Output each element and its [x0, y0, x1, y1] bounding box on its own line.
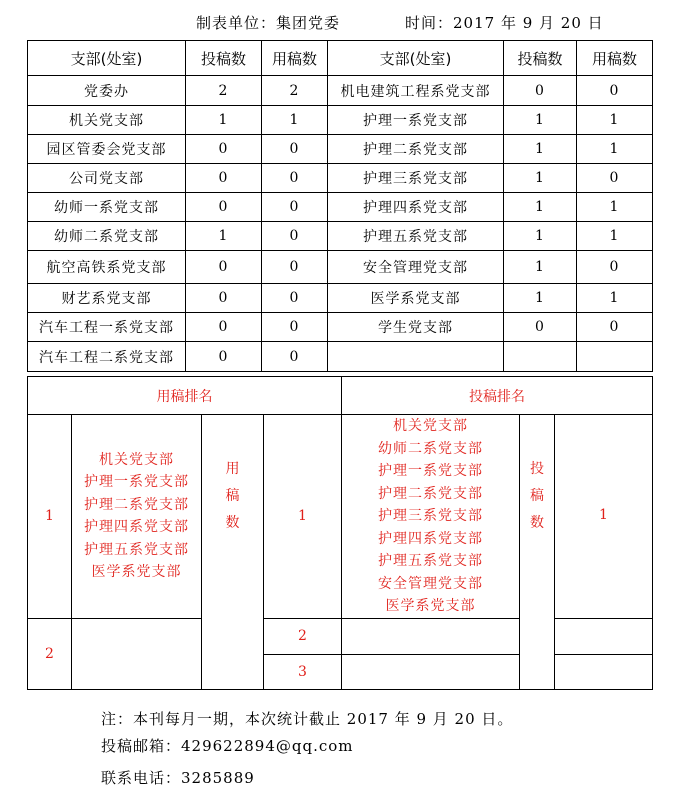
table-row: [28, 76, 653, 106]
submitted-ranking-title: 投稿排名: [342, 377, 653, 415]
list-item: 护理三系党支部: [378, 508, 483, 524]
table-header-row: [28, 41, 653, 76]
submitted-cell: 1: [504, 193, 577, 222]
report-time: 时间：2017 年 9 月 20 日: [405, 14, 604, 32]
col-used-header: 用稿数: [577, 41, 653, 76]
used-cell: [577, 342, 653, 372]
submitted-cell: [504, 342, 577, 372]
contact-phone: 联系电话：3285889: [101, 769, 255, 787]
col-submitted-header: 投稿数: [186, 41, 262, 76]
used-cell: 0: [577, 251, 653, 284]
submitted-cell: 0: [186, 135, 262, 164]
used-cell: 0: [577, 76, 653, 106]
dept-cell: 党委办: [28, 76, 186, 106]
used-cell: 0: [262, 135, 328, 164]
table-row: [28, 342, 653, 372]
ranking-table: [27, 376, 653, 690]
used-cell: 0: [577, 313, 653, 342]
used-cell: 0: [577, 164, 653, 193]
used-rank-1: 1: [28, 415, 72, 619]
table-row: [28, 135, 653, 164]
list-item: 医学系党支部: [91, 564, 182, 581]
submitted-rank-2-count: [555, 618, 653, 654]
list-item: 护理五系党支部: [378, 553, 483, 569]
submitted-rank-3-count: [555, 654, 653, 689]
dept-cell: 汽车工程一系党支部: [28, 313, 186, 342]
report-unit: 制表单位：集团党委: [196, 14, 341, 32]
submitted-cell: 1: [504, 284, 577, 313]
submitted-cell: 0: [186, 313, 262, 342]
submitted-cell: 0: [186, 284, 262, 313]
used-cell: 0: [262, 284, 328, 313]
submitted-rank-3-names: [342, 654, 520, 689]
submitted-cell: 0: [186, 251, 262, 284]
table-row: [28, 284, 653, 313]
dept-cell: 幼师二系党支部: [28, 222, 186, 251]
submitted-cell: 1: [504, 106, 577, 135]
dept-cell: 汽车工程二系党支部: [28, 342, 186, 372]
dept-cell: 公司党支部: [28, 164, 186, 193]
used-rank-1-names: [72, 415, 202, 619]
col-submitted-header: 投稿数: [504, 41, 577, 76]
submitted-rank-2-names: [342, 618, 520, 654]
table-row: [28, 164, 653, 193]
used-count-vertical-label: 用 稿 数: [202, 415, 264, 690]
dept-cell: [328, 342, 504, 372]
submitted-rank-2: 2: [264, 618, 342, 654]
list-item: 护理二系党支部: [378, 485, 483, 502]
dept-cell: 财艺系党支部: [28, 284, 186, 313]
note-line: 注：本刊每月一期，本次统计截止 2017 年 9 月 20 日。: [101, 710, 514, 728]
list-item: 护理一系党支部: [84, 474, 189, 491]
used-cell: 1: [577, 284, 653, 313]
list-item: 护理四系党支部: [378, 530, 483, 547]
used-cell: 0: [262, 313, 328, 342]
submitted-cell: 1: [504, 222, 577, 251]
dept-cell: 护理五系党支部: [328, 222, 504, 251]
used-cell: 0: [262, 164, 328, 193]
submitted-rank-3: 3: [264, 654, 342, 689]
dept-cell: 护理三系党支部: [328, 164, 504, 193]
used-cell: 2: [262, 76, 328, 106]
used-rank-2-names: [72, 618, 202, 689]
submitted-cell: 1: [504, 135, 577, 164]
used-cell: 0: [262, 222, 328, 251]
dept-cell: 机关党支部: [28, 106, 186, 135]
dept-cell: 护理一系党支部: [328, 106, 504, 135]
submission-stats-table: [27, 40, 653, 372]
dept-cell: 护理二系党支部: [328, 135, 504, 164]
submitted-count-vertical-label: 投 稿 数: [520, 415, 555, 690]
submitted-cell: 1: [186, 106, 262, 135]
list-item: 幼师二系党支部: [378, 440, 483, 457]
table-row: [28, 106, 653, 135]
used-cell: 1: [262, 106, 328, 135]
table-row: [28, 251, 653, 284]
list-item: 安全管理党支部: [378, 575, 483, 592]
used-cell: 1: [577, 222, 653, 251]
used-cell: 0: [262, 193, 328, 222]
used-ranking-title: 用稿排名: [28, 377, 342, 415]
submitted-cell: 1: [186, 222, 262, 251]
submitted-count-1: 1: [555, 415, 653, 619]
list-item: 护理五系党支部: [84, 541, 189, 558]
list-item: 护理二系党支部: [84, 496, 189, 513]
col-dept-header: 支部(处室): [28, 41, 186, 76]
dept-cell: 幼师一系党支部: [28, 193, 186, 222]
submitted-cell: 2: [186, 76, 262, 106]
submission-email: 投稿邮箱：429622894@qq.com: [101, 737, 354, 755]
submitted-cell: 0: [186, 342, 262, 372]
dept-cell: 园区管委会党支部: [28, 135, 186, 164]
col-dept-header: 支部(处室): [328, 41, 504, 76]
list-item: 护理一系党支部: [378, 463, 483, 479]
submitted-cell: 1: [504, 164, 577, 193]
report-header: [0, 10, 679, 34]
table-row: [28, 222, 653, 251]
list-item: 机关党支部: [393, 418, 468, 434]
used-count-1: 1: [264, 415, 342, 619]
used-cell: 1: [577, 193, 653, 222]
submitted-cell: 1: [504, 251, 577, 284]
table-row: [28, 193, 653, 222]
list-item: 医学系党支部: [385, 598, 476, 614]
submitted-rank-1-names: [342, 415, 520, 619]
submitted-cell: 0: [504, 313, 577, 342]
used-rank-2: 2: [28, 618, 72, 689]
dept-cell: 学生党支部: [328, 313, 504, 342]
dept-cell: 机电建筑工程系党支部: [328, 76, 504, 106]
list-item: 护理四系党支部: [84, 519, 189, 536]
used-cell: 1: [577, 106, 653, 135]
used-cell: 0: [262, 342, 328, 372]
submitted-cell: 0: [504, 76, 577, 106]
dept-cell: 医学系党支部: [328, 284, 504, 313]
table-row: [28, 313, 653, 342]
dept-cell: 航空高铁系党支部: [28, 251, 186, 284]
list-item: 机关党支部: [99, 451, 174, 468]
used-cell: 0: [262, 251, 328, 284]
submitted-cell: 0: [186, 193, 262, 222]
col-used-header: 用稿数: [262, 41, 328, 76]
dept-cell: 护理四系党支部: [328, 193, 504, 222]
submitted-cell: 0: [186, 164, 262, 193]
dept-cell: 安全管理党支部: [328, 251, 504, 284]
used-cell: 1: [577, 135, 653, 164]
